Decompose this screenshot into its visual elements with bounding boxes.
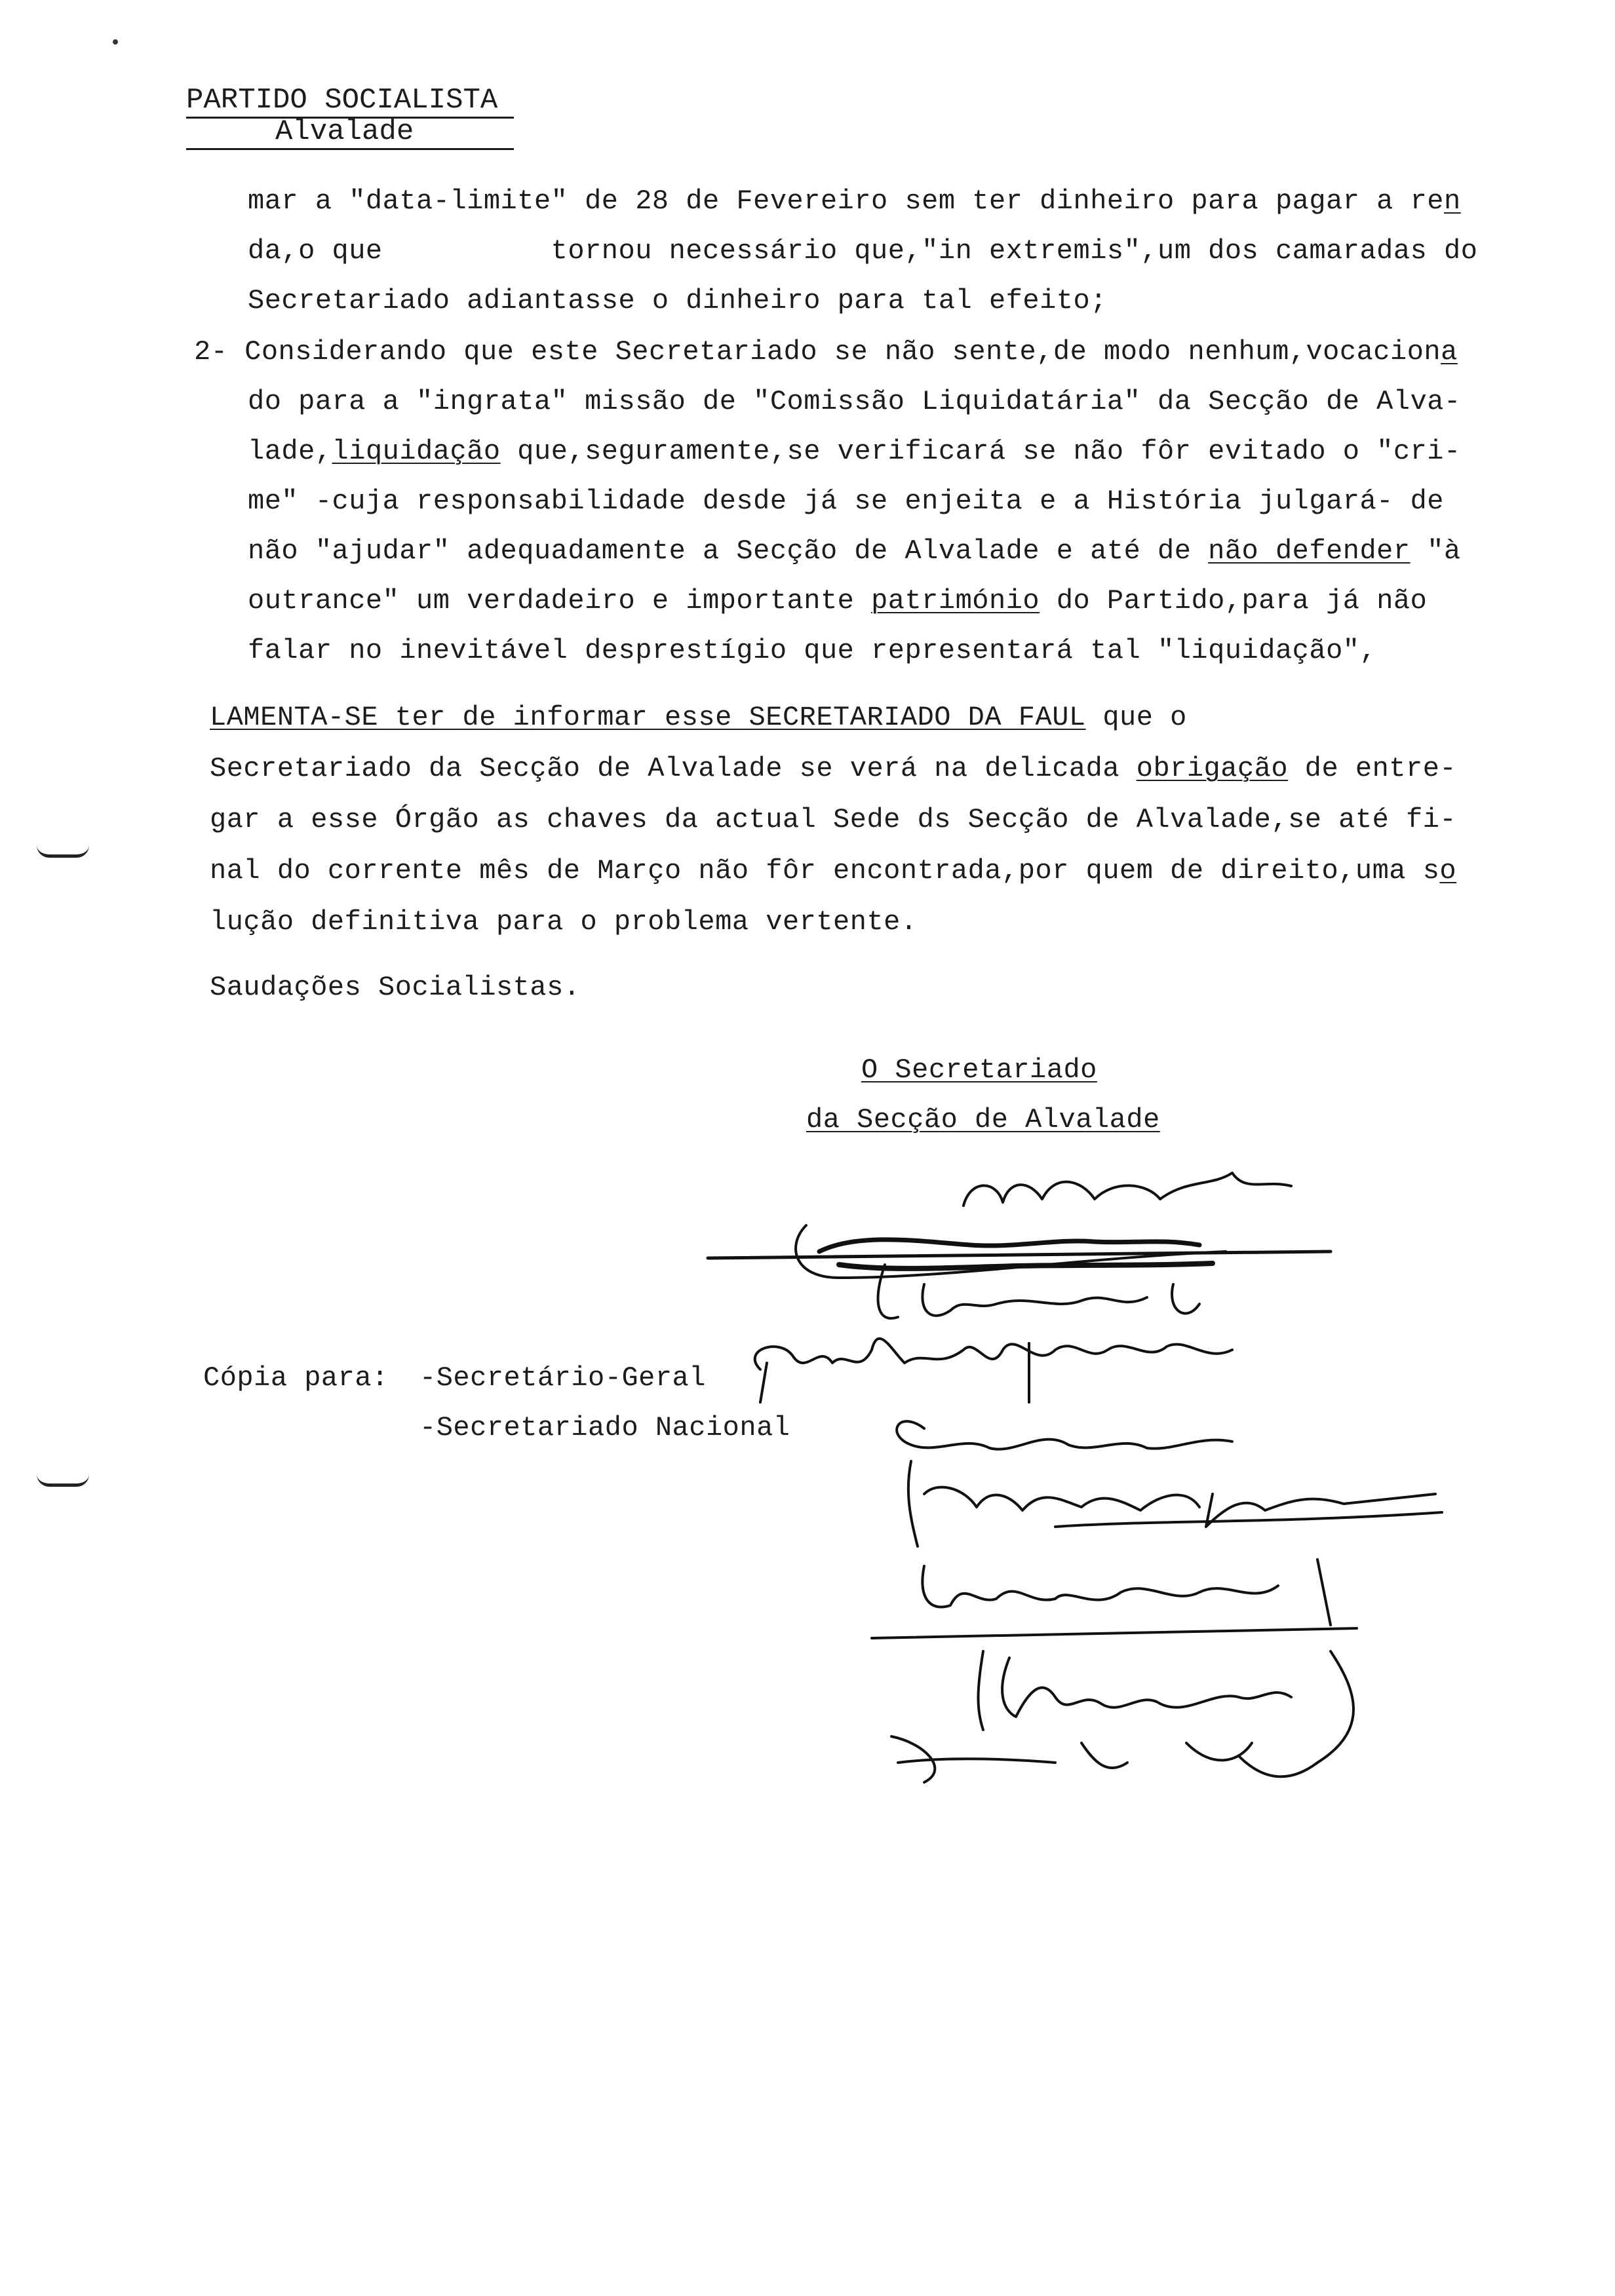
signature-stroke (908, 1461, 1435, 1546)
body-line: LAMENTA-SE ter de informar esse SECRETARIADO DA FAUL que o (210, 702, 1187, 733)
signature-stroke (979, 1651, 1354, 1776)
body-line: da,o que tornou necessário que,"in extremis",um dos camaradas do (248, 235, 1478, 267)
body-line: gar a esse Órgão as chaves da actual Sede ds Secção de Alvalade,se até fi- (210, 804, 1457, 835)
section-name: Alvalade (275, 115, 414, 148)
body-line: Secretariado adiantasse o dinheiro para tal efeito; (248, 285, 1107, 316)
copy-label: Cópia para: (203, 1362, 389, 1394)
scan-speck (113, 39, 118, 45)
signature-stroke (819, 1240, 1199, 1252)
party-name: PARTIDO SOCIALISTA (186, 84, 498, 117)
punch-hole-mark (37, 845, 89, 858)
body-line: mar a "data-limite" de 28 de Fevereiro sem ter dinheiro para pagar a ren (248, 185, 1461, 217)
signature-stroke (872, 1628, 1357, 1638)
copy-recipient: -Secretário-Geral (419, 1362, 706, 1394)
closing-salutation: Saudações Socialistas. (210, 972, 581, 1003)
signature-title: O Secretariado (861, 1054, 1097, 1086)
body-line: não "ajudar" adequadamente a Secção de Alvalade e até de não defender "à (248, 535, 1461, 567)
copy-recipient: -Secretariado Nacional (419, 1412, 790, 1444)
signature-stroke (963, 1173, 1291, 1206)
body-line: 2- Considerando que este Secretariado se não sente,de modo nenhum,vocaciona (194, 336, 1458, 368)
signature-stroke (922, 1559, 1331, 1625)
signature-stroke (755, 1339, 1232, 1402)
punch-hole-mark (37, 1474, 89, 1487)
signature-stroke (897, 1421, 1232, 1449)
signature-stroke (891, 1736, 1252, 1782)
header-underline-2 (186, 148, 514, 150)
body-line: do para a "ingrata" missão de "Comissão Liquidatária" da Secção de Alva- (248, 386, 1461, 417)
body-line: Secretariado da Secção de Alvalade se verá na delicada obrigação de entre- (210, 753, 1457, 784)
signature-stroke (708, 1252, 1331, 1258)
body-line: outrance" um verdadeiro e importante património do Partido,para já não (248, 585, 1428, 617)
body-line: lução definitiva para o problema vertente. (210, 906, 918, 938)
body-line: me" -cuja responsabilidade desde já se enjeita e a História julgará- de (248, 486, 1444, 517)
signature-stroke (839, 1263, 1213, 1269)
signature-subtitle: da Secção de Alvalade (806, 1104, 1160, 1136)
signature-stroke (1055, 1512, 1442, 1527)
body-line: lade,liquidação que,seguramente,se verificará se não fôr evitado o "cri- (248, 436, 1461, 467)
signature-stroke (878, 1265, 1199, 1318)
body-line: nal do corrente mês de Março não fôr encontrada,por quem de direito,uma so (210, 855, 1457, 887)
body-line: falar no inevitável desprestígio que representará tal "liquidação", (248, 635, 1377, 666)
signature-stroke (796, 1225, 1226, 1278)
handwritten-signatures (688, 1153, 1508, 1802)
